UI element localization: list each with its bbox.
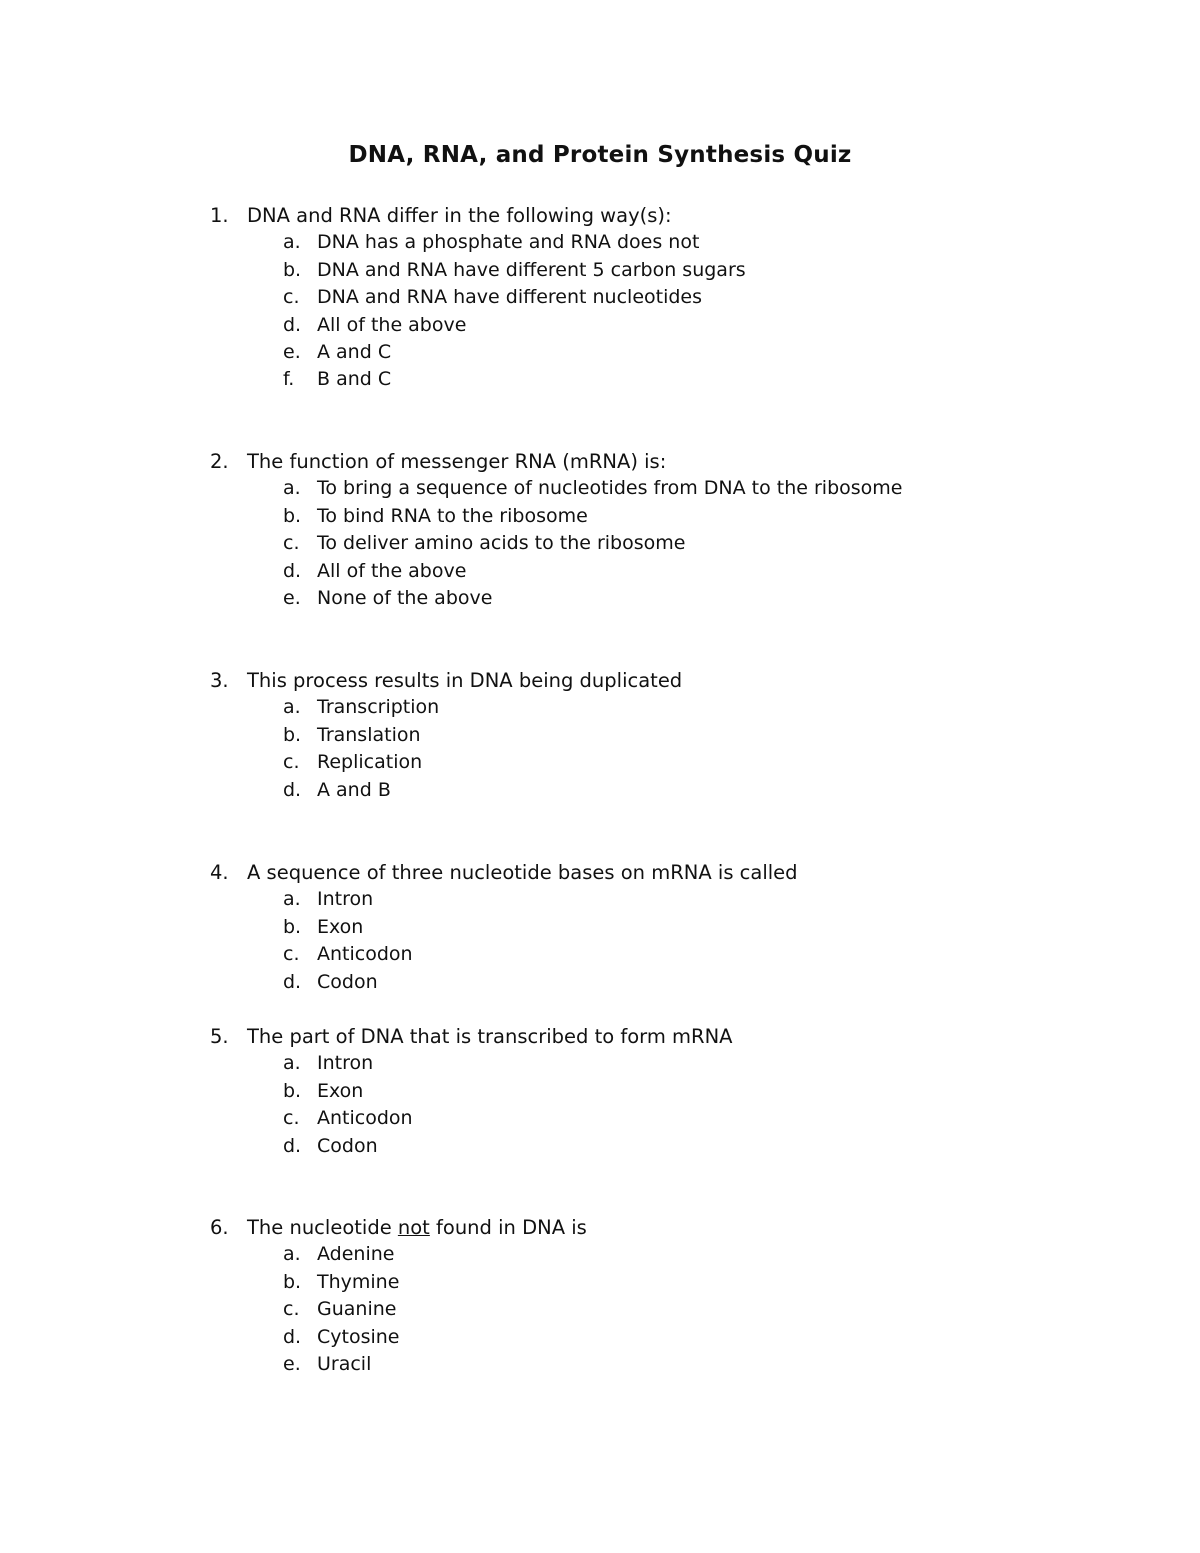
option-letter: d. (283, 778, 302, 801)
answer-option (0, 503, 1200, 530)
option-text: All of the above (317, 313, 467, 336)
option-text: DNA and RNA have different nucleotides (317, 286, 703, 309)
option-text: Adenine (317, 1243, 395, 1266)
option-letter: d. (283, 313, 302, 336)
option-text: None of the above (317, 586, 493, 609)
option-letter: b. (283, 915, 302, 938)
option-text: To bring a sequence of nucleotides from DNA to the ribosome (317, 477, 903, 500)
question-6 (0, 1214, 1200, 1378)
option-text: Exon (317, 915, 364, 938)
option-text: Replication (317, 751, 423, 774)
option-text: Anticodon (317, 1107, 413, 1130)
answer-option (0, 1050, 1200, 1077)
answer-option (0, 1078, 1200, 1105)
question-text: The part of DNA that is transcribed to form mRNA (247, 1025, 733, 1048)
question-text (247, 1214, 587, 1241)
option-text: A and B (317, 778, 391, 801)
option-text: All of the above (317, 559, 467, 582)
answer-option (0, 339, 1200, 366)
option-text: Guanine (317, 1298, 397, 1321)
answer-option (0, 1296, 1200, 1323)
answer-option (0, 558, 1200, 585)
answer-option (0, 585, 1200, 612)
question-number: 3. (210, 669, 229, 692)
answer-option (0, 969, 1200, 996)
question-number: 4. (210, 861, 229, 884)
answer-option (0, 749, 1200, 776)
option-letter: d. (283, 1134, 302, 1157)
question-text: DNA and RNA differ in the following way(s): (247, 204, 672, 227)
question-text: A sequence of three nucleotide bases on mRNA is called (247, 861, 798, 884)
option-text: Intron (317, 1052, 374, 1075)
answer-option (0, 257, 1200, 284)
option-letter: a. (283, 477, 301, 500)
option-letter: a. (283, 696, 301, 719)
question-line (0, 1214, 1200, 1241)
answer-option (0, 886, 1200, 913)
option-letter: a. (283, 231, 301, 254)
question-line (0, 667, 1200, 694)
answer-option (0, 312, 1200, 339)
option-text: Codon (317, 970, 378, 993)
option-text: Anticodon (317, 943, 413, 966)
option-text: Cytosine (317, 1325, 400, 1348)
answer-option (0, 694, 1200, 721)
option-letter: b. (283, 504, 302, 527)
option-text: Intron (317, 888, 374, 911)
option-letter: b. (283, 258, 302, 281)
answer-option (0, 475, 1200, 502)
answer-option (0, 1241, 1200, 1268)
option-text: Exon (317, 1079, 364, 1102)
option-letter: f. (283, 368, 295, 391)
option-letter: e. (283, 340, 301, 363)
option-letter: d. (283, 1325, 302, 1348)
option-letter: a. (283, 888, 301, 911)
answer-option (0, 914, 1200, 941)
question-2 (0, 448, 1200, 612)
question-1 (0, 202, 1200, 394)
option-text: B and C (317, 368, 392, 391)
option-text: DNA has a phosphate and RNA does not (317, 231, 700, 254)
option-text: DNA and RNA have different 5 carbon sugars (317, 258, 746, 281)
question-line (0, 859, 1200, 886)
option-text: Codon (317, 1134, 378, 1157)
question-line (0, 1023, 1200, 1050)
answer-option (0, 530, 1200, 557)
answer-option (0, 777, 1200, 804)
question-number: 6. (210, 1216, 229, 1239)
question-number: 2. (210, 450, 229, 473)
question-3 (0, 667, 1200, 804)
question-line (0, 202, 1200, 229)
option-letter: e. (283, 586, 301, 609)
option-text: Translation (317, 723, 421, 746)
question-5 (0, 1023, 1200, 1160)
question-line (0, 448, 1200, 475)
page-title: DNA, RNA, and Protein Synthesis Quiz (348, 142, 852, 168)
option-letter: b. (283, 723, 302, 746)
question-text-underlined: not (397, 1216, 430, 1239)
answer-option (0, 1269, 1200, 1296)
question-number: 5. (210, 1025, 229, 1048)
answer-option (0, 1105, 1200, 1132)
option-text: Uracil (317, 1352, 372, 1375)
answer-option (0, 1351, 1200, 1378)
question-4 (0, 859, 1200, 996)
option-letter: d. (283, 970, 302, 993)
answer-option (0, 941, 1200, 968)
option-letter: c. (283, 1107, 300, 1130)
option-letter: c. (283, 751, 300, 774)
answer-option (0, 284, 1200, 311)
option-text: Thymine (317, 1270, 400, 1293)
option-letter: a. (283, 1243, 301, 1266)
question-number: 1. (210, 204, 229, 227)
option-letter: d. (283, 559, 302, 582)
answer-option (0, 722, 1200, 749)
question-text-after: found in DNA is (429, 1216, 587, 1239)
answer-option (0, 1133, 1200, 1160)
option-text: Transcription (317, 696, 440, 719)
option-text: A and C (317, 340, 392, 363)
option-letter: c. (283, 943, 300, 966)
option-text: To bind RNA to the ribosome (317, 504, 588, 527)
question-text: This process results in DNA being duplicated (247, 669, 683, 692)
question-text-before: The nucleotide (247, 1216, 398, 1239)
answer-option (0, 229, 1200, 256)
option-letter: e. (283, 1352, 301, 1375)
question-text: The function of messenger RNA (mRNA) is: (247, 450, 667, 473)
answer-option (0, 1324, 1200, 1351)
option-letter: b. (283, 1079, 302, 1102)
option-letter: c. (283, 532, 300, 555)
option-letter: c. (283, 286, 300, 309)
answer-option (0, 366, 1200, 393)
option-letter: c. (283, 1298, 300, 1321)
option-text: To deliver amino acids to the ribosome (317, 532, 686, 555)
option-letter: b. (283, 1270, 302, 1293)
option-letter: a. (283, 1052, 301, 1075)
